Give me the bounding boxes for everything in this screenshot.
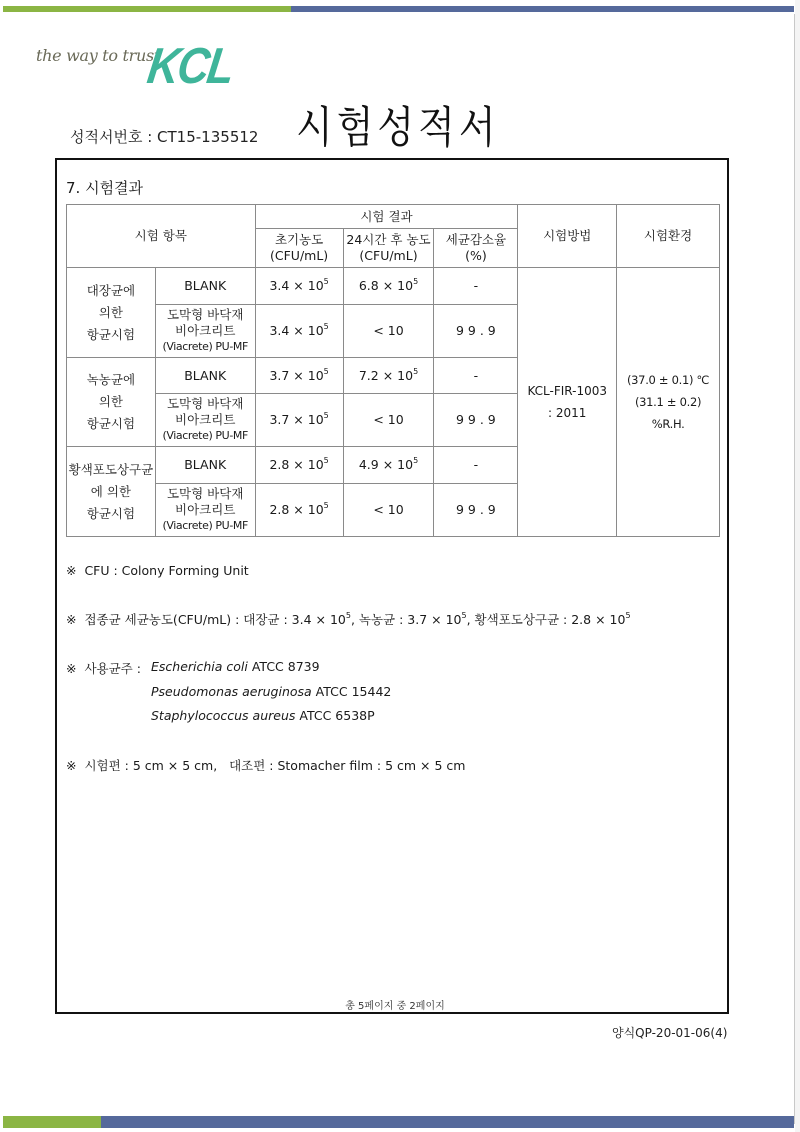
- strain-atcc: ATCC 15442: [311, 684, 392, 699]
- header-after24-l1: 24시간 후 농도: [346, 232, 431, 247]
- initial-value: 3.7 × 10: [269, 412, 324, 427]
- initial-concentration: [255, 394, 343, 447]
- tagline: the way to trust: [36, 46, 161, 65]
- sample-line: (Viacrete) PU-MF: [162, 429, 248, 442]
- strain-item: [151, 708, 375, 723]
- group-name-line: 에 의한: [90, 483, 131, 499]
- bottom-bar-blue: [101, 1116, 794, 1128]
- after24-concentration: [343, 358, 434, 394]
- strain-species: Pseudomonas aeruginosa: [151, 684, 312, 699]
- sample: [155, 447, 255, 484]
- note-specimen: [66, 756, 465, 774]
- group-name-line: 항균시험: [86, 416, 136, 431]
- bottom-bar-green: [3, 1116, 101, 1128]
- exponent: 5: [323, 322, 329, 331]
- strain-species: Staphylococcus aureus: [151, 708, 296, 723]
- sample-line: (Viacrete) PU-MF: [162, 519, 248, 532]
- kcl-logo: KCL: [144, 38, 237, 95]
- certificate-number-value: CT15-135512: [157, 128, 259, 146]
- initial-concentration: [255, 358, 343, 394]
- method-line: : 2011: [548, 406, 587, 420]
- header-method: 시험방법: [518, 205, 617, 268]
- certificate-number: [70, 126, 258, 147]
- top-bar-blue: [291, 6, 794, 12]
- results-table: [66, 204, 720, 537]
- sample-line: 비아크리트: [175, 412, 236, 427]
- initial-concentration: [255, 305, 343, 358]
- header-reduction: [434, 229, 518, 268]
- page-number: 총 5페이지 중 2페이지: [345, 1001, 445, 1012]
- after24-concentration: [343, 484, 434, 537]
- strain-item: [151, 659, 320, 674]
- note-cfu-text: CFU : Colony Forming Unit: [84, 563, 249, 578]
- header-initial: [255, 229, 343, 268]
- group-name-line: 황색포도상구균: [68, 461, 154, 477]
- header-after24: [343, 229, 434, 268]
- note-strains: [66, 659, 145, 677]
- inoculum-ecoli: 접종균 세균농도(CFU/mL) : 대장균 : 3.4 × 10: [84, 612, 346, 627]
- header-reduction-l2: (%): [465, 248, 487, 263]
- initial-value: 3.7 × 10: [269, 367, 324, 383]
- header-initial-l1: 초기농도: [274, 232, 324, 247]
- exponent: 5: [413, 366, 419, 376]
- after24-value: 4.9 × 10: [358, 457, 414, 472]
- header-row-1: [67, 205, 720, 229]
- sample: [155, 268, 255, 305]
- header-environment: 시험환경: [617, 205, 720, 268]
- note-mark: ※: [66, 661, 77, 676]
- note-inoculum: [66, 610, 631, 628]
- sample-line: 도막형 바닥재: [166, 396, 244, 411]
- sample-line: 도막형 바닥재: [166, 307, 244, 322]
- group-name: [67, 358, 156, 447]
- test-environment: [617, 268, 720, 537]
- after24-concentration: [343, 305, 434, 358]
- environment-line: (37.0 ± 0.1) ℃: [626, 373, 710, 387]
- sample-line: BLANK: [184, 278, 227, 293]
- after24-value: < 10: [373, 323, 404, 338]
- specimen-text: 시험편 : 5 cm × 5 cm, 대조편 : Stomacher film : 5 cm × 5 cm: [84, 758, 466, 773]
- reduction-rate: 9 9 . 9: [434, 305, 518, 358]
- group-name: [67, 268, 156, 358]
- inoculum-pseudomonas: , 녹농균 : 3.7 × 10: [350, 612, 462, 627]
- initial-concentration: [255, 484, 343, 537]
- note-mark: ※: [66, 563, 77, 578]
- initial-concentration: [255, 447, 343, 484]
- strain-atcc: ATCC 8739: [247, 659, 320, 674]
- note-mark: ※: [66, 758, 77, 773]
- sample: [155, 358, 255, 394]
- sample: [155, 484, 255, 537]
- group-name: [67, 447, 156, 537]
- initial-value: 2.8 × 10: [269, 457, 324, 472]
- header-after24-l2: (CFU/mL): [359, 248, 418, 263]
- reduction-rate: 9 9 . 9: [434, 484, 518, 537]
- group-name-line: 의한: [98, 394, 123, 409]
- header-item: 시험 항목: [67, 205, 256, 268]
- exponent: 5: [413, 277, 419, 286]
- form-number: 양식QP-20-01-06(4): [612, 1026, 728, 1040]
- group-name-line: 의한: [98, 304, 123, 320]
- top-bar-green: [3, 6, 291, 12]
- after24-concentration: [343, 268, 434, 305]
- reduction-rate: 9 9 . 9: [434, 394, 518, 447]
- initial-value: 3.4 × 10: [269, 278, 324, 293]
- after24-value: < 10: [373, 502, 404, 517]
- after24-concentration: [343, 394, 434, 447]
- after24-value: 6.8 × 10: [358, 278, 414, 293]
- exponent: 5: [323, 277, 329, 286]
- certificate-number-sep: :: [142, 128, 158, 146]
- exponent: 5: [323, 411, 329, 420]
- exponent: 5: [625, 611, 631, 620]
- document-title: 시험성적서: [296, 102, 500, 153]
- note-cfu: [66, 563, 249, 578]
- initial-value: 3.4 × 10: [269, 323, 324, 338]
- exponent: 5: [323, 456, 329, 465]
- after24-concentration: [343, 447, 434, 484]
- exponent: 5: [413, 456, 419, 465]
- after24-value: 7.2 × 10: [358, 367, 414, 383]
- after24-value: < 10: [373, 412, 404, 427]
- group-name-line: 녹농균에: [86, 372, 136, 387]
- reduction-rate: -: [434, 447, 518, 484]
- exponent: 5: [323, 501, 329, 510]
- test-method: [518, 268, 617, 537]
- initial-concentration: [255, 268, 343, 305]
- group-name-line: 항균시험: [86, 326, 136, 342]
- note-mark: ※: [66, 612, 77, 627]
- table-row: [67, 268, 720, 305]
- group-name-line: 항균시험: [86, 505, 136, 521]
- inoculum-staph: , 황색포도상구균 : 2.8 × 10: [466, 612, 626, 627]
- exponent: 5: [345, 611, 351, 620]
- page-edge-line: [794, 14, 795, 1124]
- strain-species: Escherichia coli: [151, 659, 248, 674]
- initial-value: 2.8 × 10: [269, 502, 324, 517]
- sample-line: 도막형 바닥재: [166, 486, 244, 501]
- page-edge-shadow: [795, 0, 800, 1132]
- sample-line: (Viacrete) PU-MF: [162, 340, 248, 353]
- sample-line: BLANK: [184, 457, 227, 472]
- sample-line: BLANK: [184, 367, 227, 383]
- reduction-rate: -: [434, 268, 518, 305]
- reduction-rate: -: [434, 358, 518, 394]
- header-initial-l2: (CFU/mL): [270, 248, 329, 263]
- strain-item: [151, 684, 391, 699]
- sample-line: 비아크리트: [175, 323, 236, 338]
- strain-atcc: ATCC 6538P: [295, 708, 375, 723]
- exponent: 5: [323, 366, 329, 376]
- sample: [155, 394, 255, 447]
- exponent: 5: [461, 611, 467, 620]
- strains-label: 사용균주 :: [84, 661, 145, 676]
- group-name-line: 대장균에: [86, 282, 136, 298]
- section-title: 7. 시험결과: [66, 179, 144, 197]
- method-line: KCL-FIR-1003: [527, 384, 608, 398]
- header-result: 시험 결과: [255, 205, 518, 229]
- sample-line: 비아크리트: [175, 502, 236, 517]
- environment-line: (31.1 ± 0.2) %R.H.: [634, 395, 702, 431]
- certificate-number-label: 성적서번호: [70, 128, 143, 146]
- sample: [155, 305, 255, 358]
- header-reduction-l1: 세균감소율: [445, 232, 507, 247]
